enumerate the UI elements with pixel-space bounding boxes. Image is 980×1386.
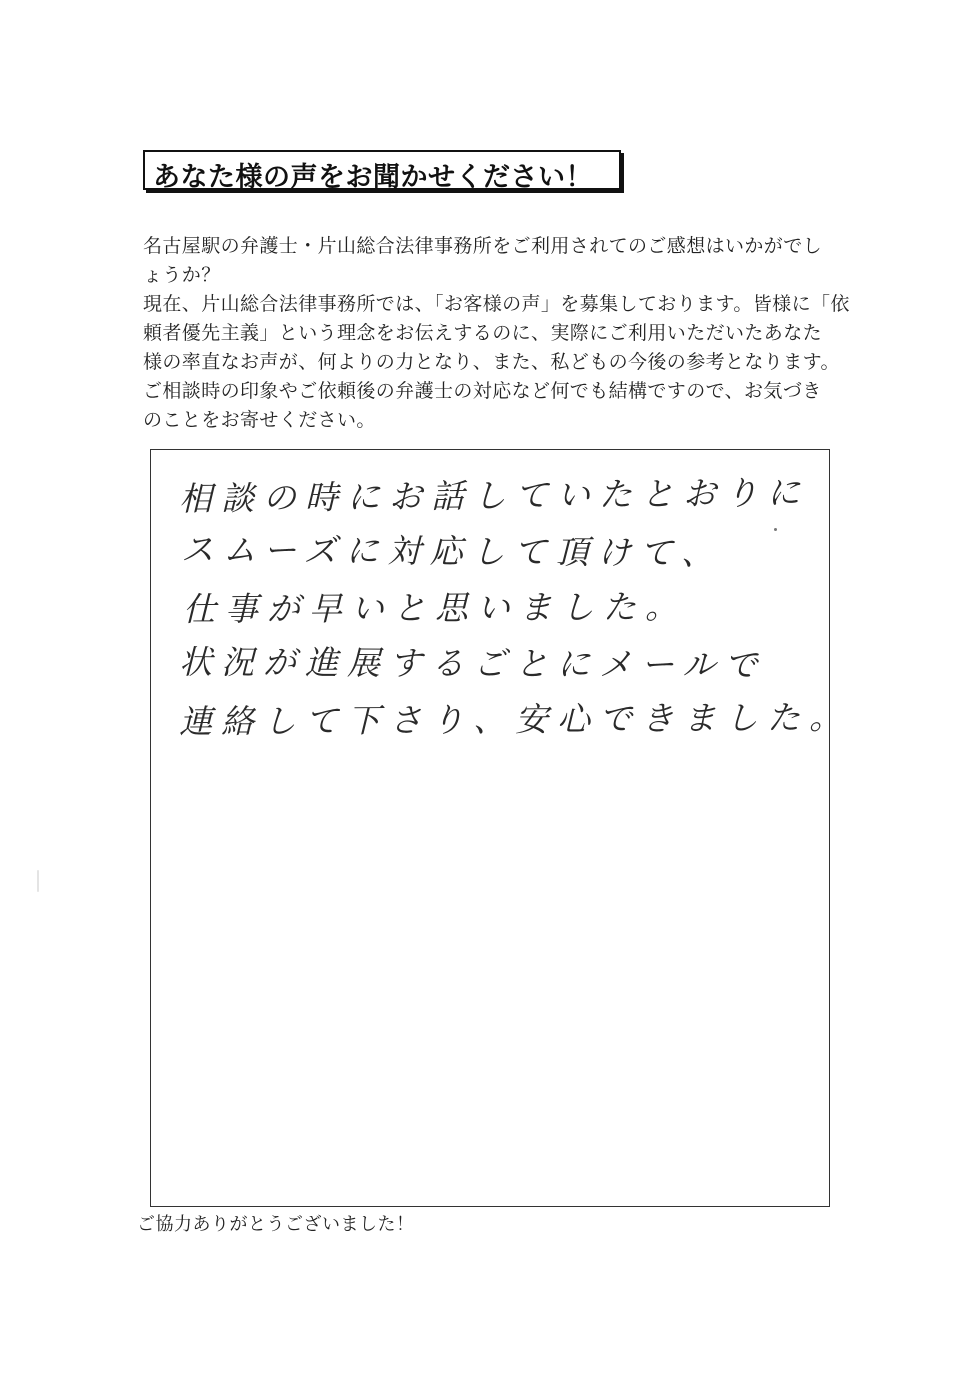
intro-line: のことをお寄せください。: [143, 409, 376, 431]
comment-line: 相談の時にお話していたとおりに: [178, 472, 810, 519]
intro-line: ご相談時の印象やご依頼後の弁護士の対応など何でも結構ですので、お気づき: [143, 380, 822, 402]
intro-paragraph: [143, 232, 850, 435]
comment-line: スムーズに対応して頂けて、: [180, 529, 724, 573]
comment-line: 連絡して下さり、安心できました。: [178, 697, 852, 742]
handwritten-comment: [178, 468, 852, 748]
comment-line: 状況が進展するごとにメールで: [178, 642, 767, 685]
stray-pen-mark: [774, 528, 777, 531]
intro-line: 様の率直なお声が、何よりの力となり、また、私どもの今後の参考となります。: [143, 351, 840, 373]
thanks-message: ご協力ありがとうございました！: [137, 1214, 415, 1235]
comment-line: 仕事が早いと思いました。: [182, 587, 688, 629]
intro-line: 現在、片山総合法律事務所では、「お客様の声」を募集しております。皆様に「依: [143, 293, 850, 315]
comment-box: [150, 449, 852, 1207]
intro-line: 頼者優先主義」という理念をお伝えするのに、実際にご利用いただいたあなた: [143, 322, 823, 344]
intro-line: 名古屋駅の弁護士・片山総合法律事務所をご利用されてのご感想はいかがでし: [143, 235, 823, 257]
intro-line: ょうか？: [143, 264, 221, 286]
page-title: あなた様の声をお聞かせください！: [153, 162, 593, 193]
scan-artifact: [37, 870, 39, 892]
title-box: [143, 150, 621, 193]
